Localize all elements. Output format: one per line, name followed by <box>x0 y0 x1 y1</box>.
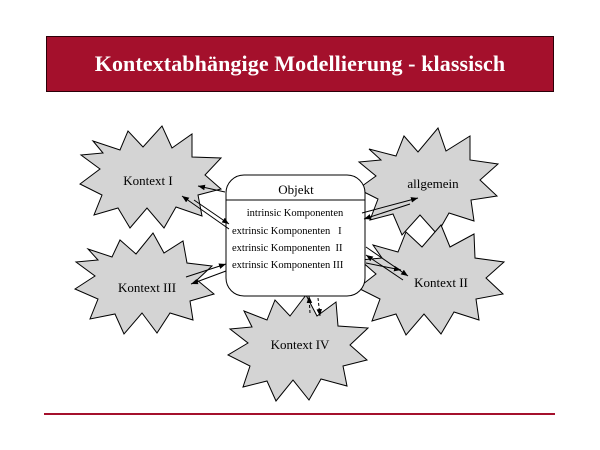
object-row-extrinsic-ii: extrinsic Komponenten II <box>232 243 343 254</box>
context-label-kontext-ii: Kontext II <box>414 275 468 290</box>
footer-rule <box>44 413 555 415</box>
object-row-extrinsic-iii: extrinsic Komponenten III <box>232 260 344 271</box>
object-row-extrinsic-i: extrinsic Komponenten I <box>232 226 342 237</box>
object-row-intrinsic: intrinsic Komponenten <box>246 208 344 219</box>
context-label-kontext-iv: Kontext IV <box>270 337 330 352</box>
arrow <box>182 196 229 229</box>
slide-title: Kontextabhängige Modellierung - klassisch <box>94 51 506 76</box>
context-label-kontext-i: Kontext I <box>123 173 173 188</box>
context-burst-allgemein <box>358 128 498 235</box>
context-label-kontext-iii: Kontext III <box>117 280 177 295</box>
context-burst-kontext-i <box>80 126 221 228</box>
object-header: Objekt <box>278 182 314 197</box>
context-burst-kontext-ii <box>358 225 504 335</box>
dashed-arrow <box>318 298 320 316</box>
context-label-allgemein: allgemein <box>407 176 459 191</box>
context-burst-kontext-iv <box>228 295 368 401</box>
object-box <box>226 175 365 296</box>
